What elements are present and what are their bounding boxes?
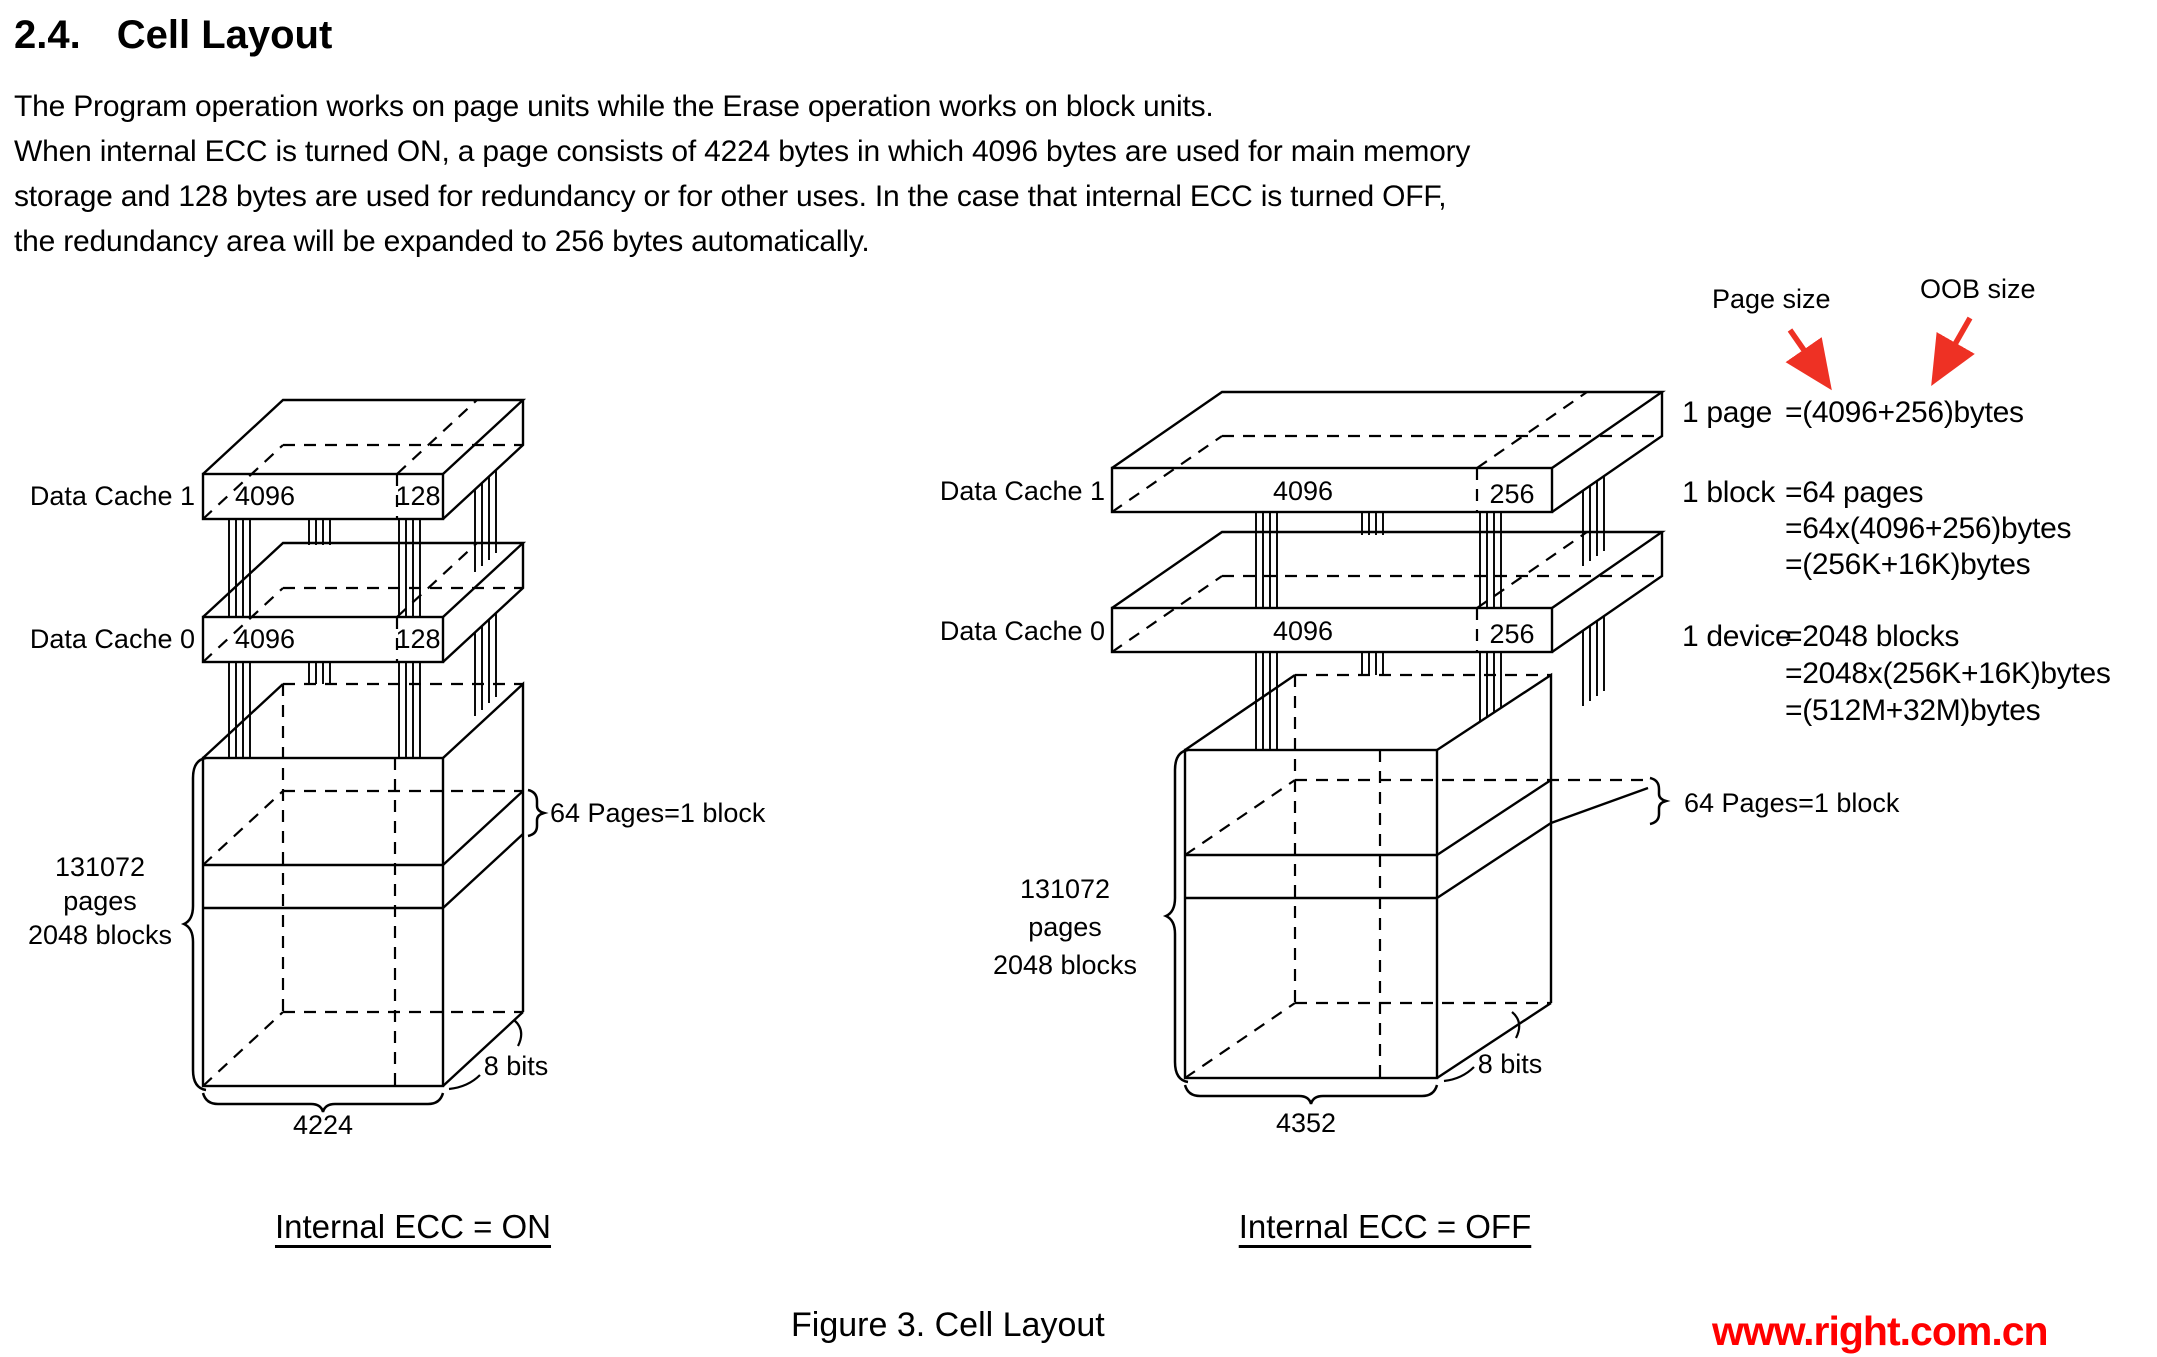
right-block-brace-label: 64 Pages=1 block xyxy=(1684,788,1900,818)
annotation-row-1-rhs: =(4096+256)bytes xyxy=(1785,396,2024,429)
right-cache1-label: Data Cache 1 xyxy=(939,476,1105,506)
page-size-callout-label: Page size xyxy=(1712,284,1831,314)
paragraph-line-2: When internal ECC is turned ON, a page consists of 4224 bytes in which 4096 bytes are used for main memory xyxy=(14,135,1471,168)
right-cache0-label: Data Cache 0 xyxy=(939,616,1105,646)
annotation-row-5-lhs: 1 device xyxy=(1682,620,1792,653)
annotation-row-2-lhs: 1 block xyxy=(1682,476,1775,509)
left-cache1-spare-size: 128 xyxy=(395,481,441,511)
section-number: 2.4. xyxy=(14,13,81,57)
annotation-row-2-rhs: =64 pages xyxy=(1785,476,1924,509)
right-page-width-label: 4352 xyxy=(1275,1108,1337,1138)
left-capacity-label xyxy=(20,850,180,952)
left-cache0-spare-size: 128 xyxy=(395,624,441,654)
annotation-row-6-rhs: =2048x(256K+16K)bytes xyxy=(1785,657,2111,690)
right-array-box xyxy=(1185,675,1648,1078)
left-capacity-line-2: pages xyxy=(63,886,137,916)
left-cache0-main-size: 4096 xyxy=(234,624,296,654)
right-capacity-line-3: 2048 blocks xyxy=(992,950,1138,980)
right-cache0-main-size: 4096 xyxy=(1272,616,1334,646)
left-capacity-line-3: 2048 blocks xyxy=(27,920,173,950)
left-ecc-caption: Internal ECC = ON xyxy=(274,1208,552,1245)
oob-size-arrow xyxy=(1938,318,1970,374)
figure-caption: Figure 3. Cell Layout xyxy=(791,1306,1105,1344)
left-bus-width-label: 8 bits xyxy=(483,1051,549,1081)
left-cache1-main-size: 4096 xyxy=(234,481,296,511)
right-braces xyxy=(1166,750,1666,1104)
callout-arrows xyxy=(1790,318,1970,379)
annotation-row-4-rhs: =(256K+16K)bytes xyxy=(1785,548,2031,581)
annotation-row-1-lhs: 1 page xyxy=(1682,396,1772,429)
right-cache0-spare-size: 256 xyxy=(1489,619,1535,649)
right-capacity-line-1: 131072 xyxy=(1019,874,1111,904)
right-capacity-line-2: pages xyxy=(1028,912,1102,942)
left-page-width-label: 4224 xyxy=(292,1110,354,1140)
left-cache0-label: Data Cache 0 xyxy=(29,624,195,654)
watermark: www.right.com.cn xyxy=(1712,1308,2048,1354)
annotation-row-3-rhs: =64x(4096+256)bytes xyxy=(1785,512,2072,545)
right-capacity-label xyxy=(985,870,1145,984)
oob-size-callout-label: OOB size xyxy=(1920,274,2036,304)
section-title: Cell Layout xyxy=(116,13,333,57)
paragraph-line-4: the redundancy area will be expanded to 256 bytes automatically. xyxy=(14,225,870,258)
left-capacity-line-1: 131072 xyxy=(54,852,146,882)
left-block-brace-label: 64 Pages=1 block xyxy=(550,798,766,828)
page-size-arrow xyxy=(1790,330,1824,379)
left-cache1-label: Data Cache 1 xyxy=(29,481,195,511)
right-bus-width-label: 8 bits xyxy=(1477,1049,1543,1079)
annotation-row-5-rhs: =2048 blocks xyxy=(1785,620,1960,653)
right-block-brace xyxy=(1650,778,1666,824)
paragraph-line-3: storage and 128 bytes are used for redundancy or for other uses. In the case that internal ECC is turned OFF, xyxy=(14,180,1447,213)
paragraph-line-1: The Program operation works on page units while the Erase operation works on block units. xyxy=(14,90,1214,123)
right-cache1-slab xyxy=(1112,392,1662,512)
right-diagram-linework xyxy=(1112,392,1666,1104)
right-ecc-caption: Internal ECC = OFF xyxy=(1238,1208,1532,1245)
right-cache0-slab xyxy=(1112,532,1662,652)
left-block-brace xyxy=(528,790,544,836)
left-array-box xyxy=(203,684,523,1086)
right-cache1-spare-size: 256 xyxy=(1489,479,1535,509)
annotation-row-7-rhs: =(512M+32M)bytes xyxy=(1785,694,2041,727)
right-cache1-main-size: 4096 xyxy=(1272,476,1334,506)
right-width-brace xyxy=(1185,1085,1437,1104)
